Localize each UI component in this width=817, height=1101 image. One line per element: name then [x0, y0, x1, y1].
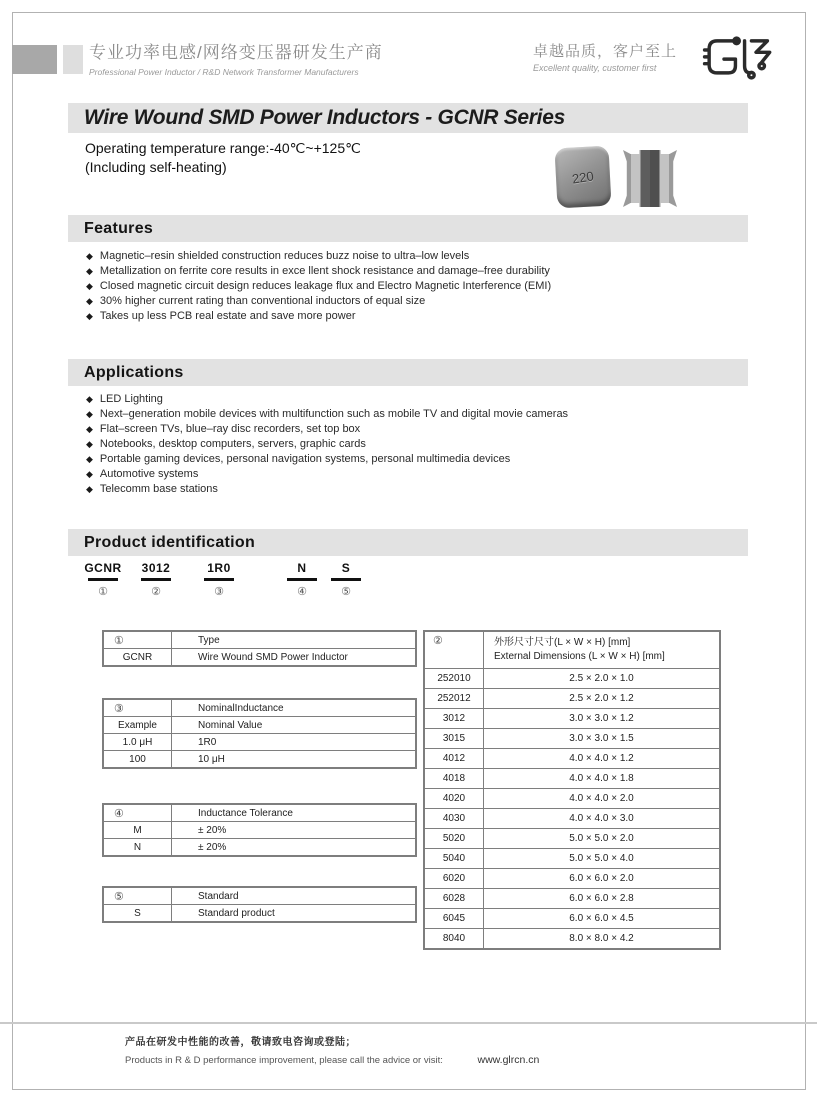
bullet-item: [86, 437, 568, 452]
size-code-cell: 5020: [424, 829, 484, 849]
table-row: [424, 709, 720, 729]
table-row: [424, 889, 720, 909]
table-row: [103, 734, 416, 751]
table-row: [103, 822, 416, 839]
dimensions-cell: 2.5 × 2.0 × 1.2: [484, 689, 721, 709]
bullet-item: [86, 422, 568, 437]
dimensions-cell: 2.5 × 2.0 × 1.0: [484, 669, 721, 689]
table-title-cell: Standard: [172, 887, 417, 905]
table-row: [103, 717, 416, 734]
part-code: GCNR: [84, 561, 122, 575]
footer-url: www.glrcn.cn: [477, 1054, 540, 1066]
table-row: [424, 849, 720, 869]
dimensions-title-en: External Dimensions (L × W × H) [mm]: [494, 651, 665, 662]
part-code-block: [323, 561, 369, 598]
inductor-photo-top-view: [554, 146, 611, 209]
bullet-item: [86, 279, 551, 294]
header-light-square: [63, 45, 83, 74]
diamond-bullet-icon: ◆: [86, 266, 93, 276]
bullet-item: [86, 482, 568, 497]
bullet-text: Metallization on ferrite core results in exce llent shock resistance and damage–free durability: [99, 265, 550, 277]
part-code-block: [133, 561, 179, 598]
applications-heading: Applications: [84, 363, 184, 381]
part-code-block: [279, 561, 325, 598]
dimensions-cell: 3.0 × 3.0 × 1.2: [484, 709, 721, 729]
standard-table: [102, 886, 417, 923]
applications-list: [86, 392, 568, 497]
table-cell: 1R0: [172, 734, 417, 751]
table-cell: Nominal Value: [172, 717, 417, 734]
glr-logo-icon: [700, 34, 780, 82]
table-cell: N: [103, 839, 172, 857]
part-code-number: ①: [98, 586, 108, 598]
dimensions-title-cn: 外形尺寸尺寸(L × W × H) [mm]: [494, 637, 631, 648]
table-title-cell: Inductance Tolerance: [172, 804, 417, 822]
table-row: [103, 839, 416, 857]
bullet-text: Portable gaming devices, personal navigation systems, personal multimedia devices: [99, 453, 511, 465]
dimensions-cell: 4.0 × 4.0 × 1.8: [484, 769, 721, 789]
bullet-item: [86, 309, 551, 324]
bullet-text: Notebooks, desktop computers, servers, graphic cards: [99, 438, 366, 450]
diamond-bullet-icon: ◆: [86, 394, 93, 404]
company-header: [89, 38, 383, 77]
nominal-inductance-table: [102, 698, 417, 769]
table-number-cell: ⑤: [103, 887, 172, 905]
table-number-cell: ④: [103, 804, 172, 822]
part-code: S: [341, 561, 351, 575]
table-cell: GCNR: [103, 649, 172, 667]
bullet-item: [86, 264, 551, 279]
dimensions-cell: 4.0 × 4.0 × 3.0: [484, 809, 721, 829]
footer-divider: [0, 1022, 817, 1024]
dimensions-cell: 6.0 × 6.0 × 4.5: [484, 909, 721, 929]
table-row: [424, 869, 720, 889]
table-title-cell: Type: [172, 631, 417, 649]
table-cell: Standard product: [172, 905, 417, 923]
operating-temperature: [85, 139, 361, 177]
size-code-cell: 4030: [424, 809, 484, 829]
inductor-marking: 220: [571, 167, 595, 187]
table-row: [424, 769, 720, 789]
diamond-bullet-icon: ◆: [86, 311, 93, 321]
operating-temperature-line2: (Including self-heating): [85, 159, 227, 175]
part-code: 3012: [141, 561, 171, 575]
company-name-en: Professional Power Inductor / R&D Network Transformer Manufacturers: [89, 67, 359, 77]
features-section-bar: [68, 215, 748, 242]
product-identification-section-bar: [68, 529, 748, 556]
document-title-bar: [68, 103, 748, 133]
table-number-cell: ③: [103, 699, 172, 717]
part-code-block: [196, 561, 242, 598]
diamond-bullet-icon: ◆: [86, 454, 93, 464]
table-cell: S: [103, 905, 172, 923]
part-code-block: [80, 561, 126, 598]
table-header-row: [103, 699, 416, 717]
table-cell: 100: [103, 751, 172, 769]
size-code-cell: 4018: [424, 769, 484, 789]
dimensions-cell: 4.0 × 4.0 × 2.0: [484, 789, 721, 809]
part-code-number: ③: [214, 586, 224, 598]
document-title: Wire Wound SMD Power Inductors - GCNR Series: [84, 106, 565, 129]
features-heading: Features: [84, 219, 154, 237]
bullet-text: Next–generation mobile devices with multifunction such as mobile TV and digital movie cameras: [99, 408, 569, 420]
table-cell: 10 μH: [172, 751, 417, 769]
footer-note-en: Products in R & D performance improvement, please call the advice or visit:: [125, 1055, 443, 1066]
size-code-cell: 6020: [424, 869, 484, 889]
footer-note-en-row: [125, 1054, 539, 1066]
size-code-cell: 5040: [424, 849, 484, 869]
bullet-item: [86, 452, 568, 467]
table-header-row: [103, 887, 416, 905]
slogan-en: Excellent quality, customer first: [533, 63, 657, 73]
table-row: [424, 669, 720, 689]
features-list: [86, 249, 551, 324]
size-code-cell: 252012: [424, 689, 484, 709]
diamond-bullet-icon: ◆: [86, 409, 93, 419]
size-code-cell: 8040: [424, 929, 484, 950]
dimensions-cell: 3.0 × 3.0 × 1.5: [484, 729, 721, 749]
header-dark-square: [12, 45, 57, 74]
bullet-text: 30% higher current rating than conventional inductors of equal size: [99, 295, 426, 307]
table-cell: ± 20%: [172, 839, 417, 857]
dimensions-cell: 4.0 × 4.0 × 1.2: [484, 749, 721, 769]
inductance-tolerance-table: [102, 803, 417, 857]
bullet-text: Telecomm base stations: [99, 483, 218, 495]
table-row: [424, 789, 720, 809]
table-cell: M: [103, 822, 172, 839]
diamond-bullet-icon: ◆: [86, 296, 93, 306]
dimensions-cell: 8.0 × 8.0 × 4.2: [484, 929, 721, 950]
part-code-number: ④: [297, 586, 307, 598]
size-code-cell: 252010: [424, 669, 484, 689]
part-code-underline: [287, 578, 317, 581]
table-number-cell: ②: [424, 631, 484, 669]
bullet-text: Automotive systems: [99, 468, 199, 480]
slogan-block: [533, 40, 677, 73]
bullet-item: [86, 249, 551, 264]
size-code-cell: 6028: [424, 889, 484, 909]
table-header-row: [424, 631, 720, 669]
part-code: 1R0: [207, 561, 231, 575]
bullet-item: [86, 407, 568, 422]
part-code-underline: [141, 578, 171, 581]
size-code-cell: 3012: [424, 709, 484, 729]
diamond-bullet-icon: ◆: [86, 484, 93, 494]
size-code-cell: 4012: [424, 749, 484, 769]
diamond-bullet-icon: ◆: [86, 424, 93, 434]
dimensions-cell: 6.0 × 6.0 × 2.0: [484, 869, 721, 889]
footer-note-cn: 产品在研发中性能的改善，敬请致电咨询或登陆；: [125, 1037, 356, 1048]
table-row: [424, 749, 720, 769]
table-row: [424, 689, 720, 709]
bullet-text: Flat–screen TVs, blue–ray disc recorders, set top box: [99, 423, 361, 435]
part-code-underline: [331, 578, 361, 581]
part-code-number: ⑤: [341, 586, 351, 598]
dimensions-cell: 5.0 × 5.0 × 4.0: [484, 849, 721, 869]
inductor-photo-side-view: [623, 150, 677, 207]
table-row: [103, 649, 416, 667]
part-code-underline: [204, 578, 234, 581]
table-row: [103, 905, 416, 923]
diamond-bullet-icon: ◆: [86, 439, 93, 449]
table-cell: 1.0 μH: [103, 734, 172, 751]
diamond-bullet-icon: ◆: [86, 281, 93, 291]
company-name-cn: 专业功率电感/网络变压器研发生产商: [89, 43, 383, 62]
size-code-cell: 3015: [424, 729, 484, 749]
table-cell: ± 20%: [172, 822, 417, 839]
table-row: [424, 909, 720, 929]
table-row: [424, 809, 720, 829]
bullet-text: LED Lighting: [99, 393, 163, 405]
table-header-row: [103, 631, 416, 649]
diamond-bullet-icon: ◆: [86, 469, 93, 479]
table-row: [103, 751, 416, 769]
part-code-number: ②: [151, 586, 161, 598]
bullet-item: [86, 294, 551, 309]
bullet-text: Closed magnetic circuit design reduces leakage flux and Electro Magnetic Interference (EMI): [99, 280, 552, 292]
applications-section-bar: [68, 359, 748, 386]
table-row: [424, 829, 720, 849]
table-number-cell: ①: [103, 631, 172, 649]
product-identification-heading: Product identification: [84, 533, 256, 551]
bullet-item: [86, 467, 568, 482]
table-cell: Example: [103, 717, 172, 734]
type-table: [102, 630, 417, 667]
size-code-cell: 4020: [424, 789, 484, 809]
external-dimensions-table: [423, 630, 721, 950]
bullet-text: Magnetic–resin shielded construction reduces buzz noise to ultra–low levels: [99, 250, 470, 262]
part-code-underline: [88, 578, 118, 581]
slogan-cn: 卓越品质，客户至上: [533, 43, 678, 60]
operating-temperature-line1: Operating temperature range:-40℃~+125℃: [85, 140, 361, 156]
footer: [125, 1033, 539, 1066]
diamond-bullet-icon: ◆: [86, 251, 93, 261]
dimensions-cell: 5.0 × 5.0 × 2.0: [484, 829, 721, 849]
dimensions-cell: 6.0 × 6.0 × 2.8: [484, 889, 721, 909]
bullet-text: Takes up less PCB real estate and save more power: [99, 310, 356, 322]
table-row: [424, 729, 720, 749]
bullet-item: [86, 392, 568, 407]
table-title-cell: NominalInductance: [172, 699, 417, 717]
table-row: [424, 929, 720, 950]
table-header-row: [103, 804, 416, 822]
size-code-cell: 6045: [424, 909, 484, 929]
table-title-cell: [484, 631, 721, 669]
table-cell: Wire Wound SMD Power Inductor: [172, 649, 417, 667]
part-code: N: [297, 561, 307, 575]
